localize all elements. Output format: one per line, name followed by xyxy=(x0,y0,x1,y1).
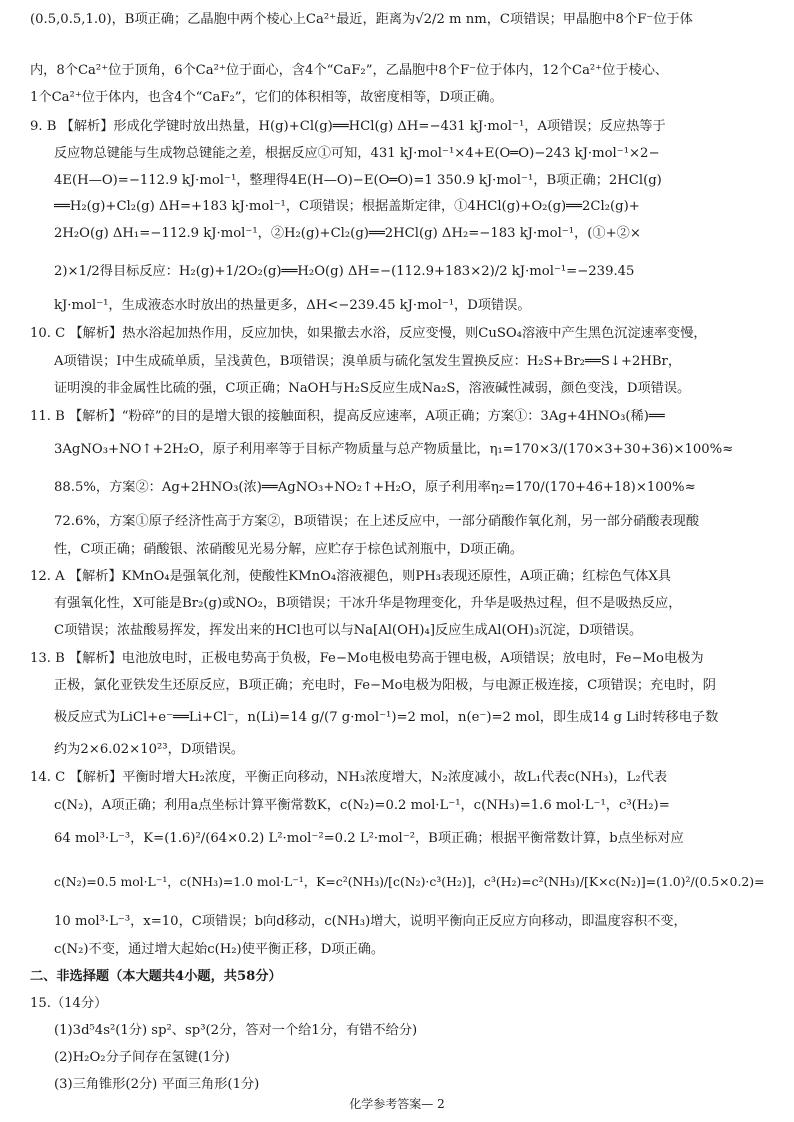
text-line: 2)×1/2得目标反应：H₂(g)+1/2O₂(g)══H₂O(g) ΔH=−(112.9+183×2)/2 kJ·mol⁻¹=−239.45 xyxy=(54,264,635,279)
text-line: c(N₂)=0.5 mol·L⁻¹，c(NH₃)=1.0 mol·L⁻¹，K=c²(NH₃)/[c(N₂)·c³(H₂)]，c³(H₂)=c²(NH₃)/[K×c(N₂)]=(1.0)²/(0.5×0.2)= xyxy=(54,874,765,889)
text-line: 14. C 【解析】平衡时增大H₂浓度，平衡正向移动，NH₃浓度增大，N₂浓度减小，故L₁代表c(NH₃)，L₂代表 xyxy=(30,770,668,785)
text-line: 2H₂O(g) ΔH₁=−112.9 kJ·mol⁻¹，②H₂(g)+Cl₂(g)══2HCl(g) ΔH₂=−183 kJ·mol⁻¹，(①+②× xyxy=(54,226,641,241)
text-line: 3AgNO₃+NO↑+2H₂O，原子利用率等于目标产物质量与总产物质量比，η₁=170×3/(170×3+30+36)×100%≈ xyxy=(54,442,734,457)
text-line: ══H₂(g)+Cl₂(g) ΔH=+183 kJ·mol⁻¹，C项错误；根据盖斯定律，①4HCl(g)+O₂(g)══2Cl₂(g)+ xyxy=(54,199,640,214)
text-line: 有强氧化性，X可能是Br₂(g)或NO₂，B项错误；干冰升华是物理变化，升华是吸热过程，但不是吸热反应， xyxy=(54,596,682,611)
text-line: 约为2×6.02×10²³，D项错误。 xyxy=(54,742,245,757)
text-line: 11. B 【解析】“粉碎”的目的是增大银的接触面积，提高反应速率，A项正确；方案①：3Ag+4HNO₃(稀)══ xyxy=(30,409,665,424)
text-line: 内，8个Ca²⁺位于顶角，6个Ca²⁺位于面心，含4个“CaF₂”，乙晶胞中8个F⁻位于体内，12个Ca²⁺位于棱心、 xyxy=(30,63,669,78)
text-line: 13. B 【解析】电池放电时，正极电势高于负极，Fe−Mo电极电势高于锂电极，A项错误；放电时，Fe−Mo电极为 xyxy=(30,651,704,666)
page-footer: 化学参考答案— 2 xyxy=(349,1097,445,1111)
question-heading: 15.（14分） xyxy=(30,996,108,1011)
text-line: 88.5%，方案②：Ag+2HNO₃(浓)══AgNO₃+NO₂↑+H₂O，原子利用率η₂=170/(170+46+18)×100%≈ xyxy=(54,480,696,495)
answer-line: (2)H₂O₂分子间存在氢键(1分) xyxy=(54,1050,230,1065)
text-line: 极反应式为LiCl+e⁻══Li+Cl⁻，n(Li)=14 g/(7 g·mol⁻¹)=2 mol，n(e⁻)=2 mol，即生成14 g Li时转移电子数 xyxy=(54,710,719,725)
text-line: 证明溴的非金属性比硫的强，C项正确；NaOH与H₂S反应生成Na₂S，溶液碱性减弱，颜色变浅，D项错误。 xyxy=(54,381,691,396)
text-line: kJ·mol⁻¹，生成液态水时放出的热量更多，ΔH<−239.45 kJ·mol⁻¹，D项错误。 xyxy=(54,298,531,313)
text-line: 反应物总键能与生成物总键能之差，根据反应①可知，431 kJ·mol⁻¹×4+E(O═O)−243 kJ·mol⁻¹×2− xyxy=(54,146,660,161)
text-line: A项错误；Ⅰ中生成硫单质，呈浅黄色，B项错误；溴单质与硫化氢发生置换反应：H₂S+Br₂══S↓+2HBr， xyxy=(54,354,682,369)
text-line: 4E(H—O)=−112.9 kJ·mol⁻¹，整理得4E(H—O)−E(O═O)=1 350.9 kJ·mol⁻¹，B项正确；2HCl(g) xyxy=(54,173,662,188)
answer-line: (3)三角锥形(2分) 平面三角形(1分) xyxy=(54,1077,260,1092)
text-line: 性，C项正确；硝酸银、浓硝酸见光易分解，应贮存于棕色试剂瓶中，D项正确。 xyxy=(54,542,524,557)
text-line: 64 mol³·L⁻³，K=(1.6)²/(64×0.2) L²·mol⁻²=0.2 L²·mol⁻²，B项正确；根据平衡常数计算，b点坐标对应 xyxy=(54,831,684,846)
text-line: C项错误；浓盐酸易挥发，挥发出来的HCl也可以与Na[Al(OH)₄]反应生成Al(OH)₃沉淀，D项错误。 xyxy=(54,623,643,638)
text-line: (0.5,0.5,1.0)，B项正确；乙晶胞中两个棱心上Ca²⁺最近，距离为√2/2 m nm，C项错误；甲晶胞中8个F⁻位于体 xyxy=(30,12,693,27)
text-line: 10. C 【解析】热水浴起加热作用，反应加快，如果撤去水浴，反应变慢，则CuSO₄溶液中产生黑色沉淀速率变慢， xyxy=(30,326,707,341)
text-line: 1个Ca²⁺位于体内，也含4个“CaF₂”，它们的体积相等，故密度相等，D项正确。 xyxy=(30,90,503,105)
text-line: 正极，氯化亚铁发生还原反应，B项正确；充电时，Fe−Mo电极为阳极，与电源正极连接，C项错误；充电时，阴 xyxy=(54,678,716,693)
text-line: c(N₂)，A项正确；利用a点坐标计算平衡常数K，c(N₂)=0.2 mol·L⁻¹，c(NH₃)=1.6 mol·L⁻¹，c³(H₂)= xyxy=(54,798,670,813)
text-line: 9. B 【解析】形成化学键时放出热量，H(g)+Cl(g)══HCl(g) ΔH=−431 kJ·mol⁻¹，A项错误；反应热等于 xyxy=(30,119,666,134)
text-line: c(N₂)不变，通过增大起始c(H₂)使平衡正移，D项正确。 xyxy=(54,942,385,957)
section-heading: 二、非选择题（本大题共4小题，共58分） xyxy=(30,969,282,984)
text-line: 12. A 【解析】KMnO₄是强氧化剂，使酸性KMnO₄溶液褪色，则PH₃表现还原性，A项正确；红棕色气体X具 xyxy=(30,569,671,584)
answer-line: (1)3d⁵4s²(1分) sp²、sp³(2分，答对一个给1分，有错不给分) xyxy=(54,1023,418,1038)
text-line: 10 mol³·L⁻³，x=10，C项错误；b向d移动，c(NH₃)增大，说明平衡向正反应方向移动，即温度容积不变， xyxy=(54,914,687,929)
text-line: 72.6%，方案①原子经济性高于方案②，B项错误；在上述反应中，一部分硝酸作氧化剂，另一部分硝酸表现酸 xyxy=(54,514,700,529)
